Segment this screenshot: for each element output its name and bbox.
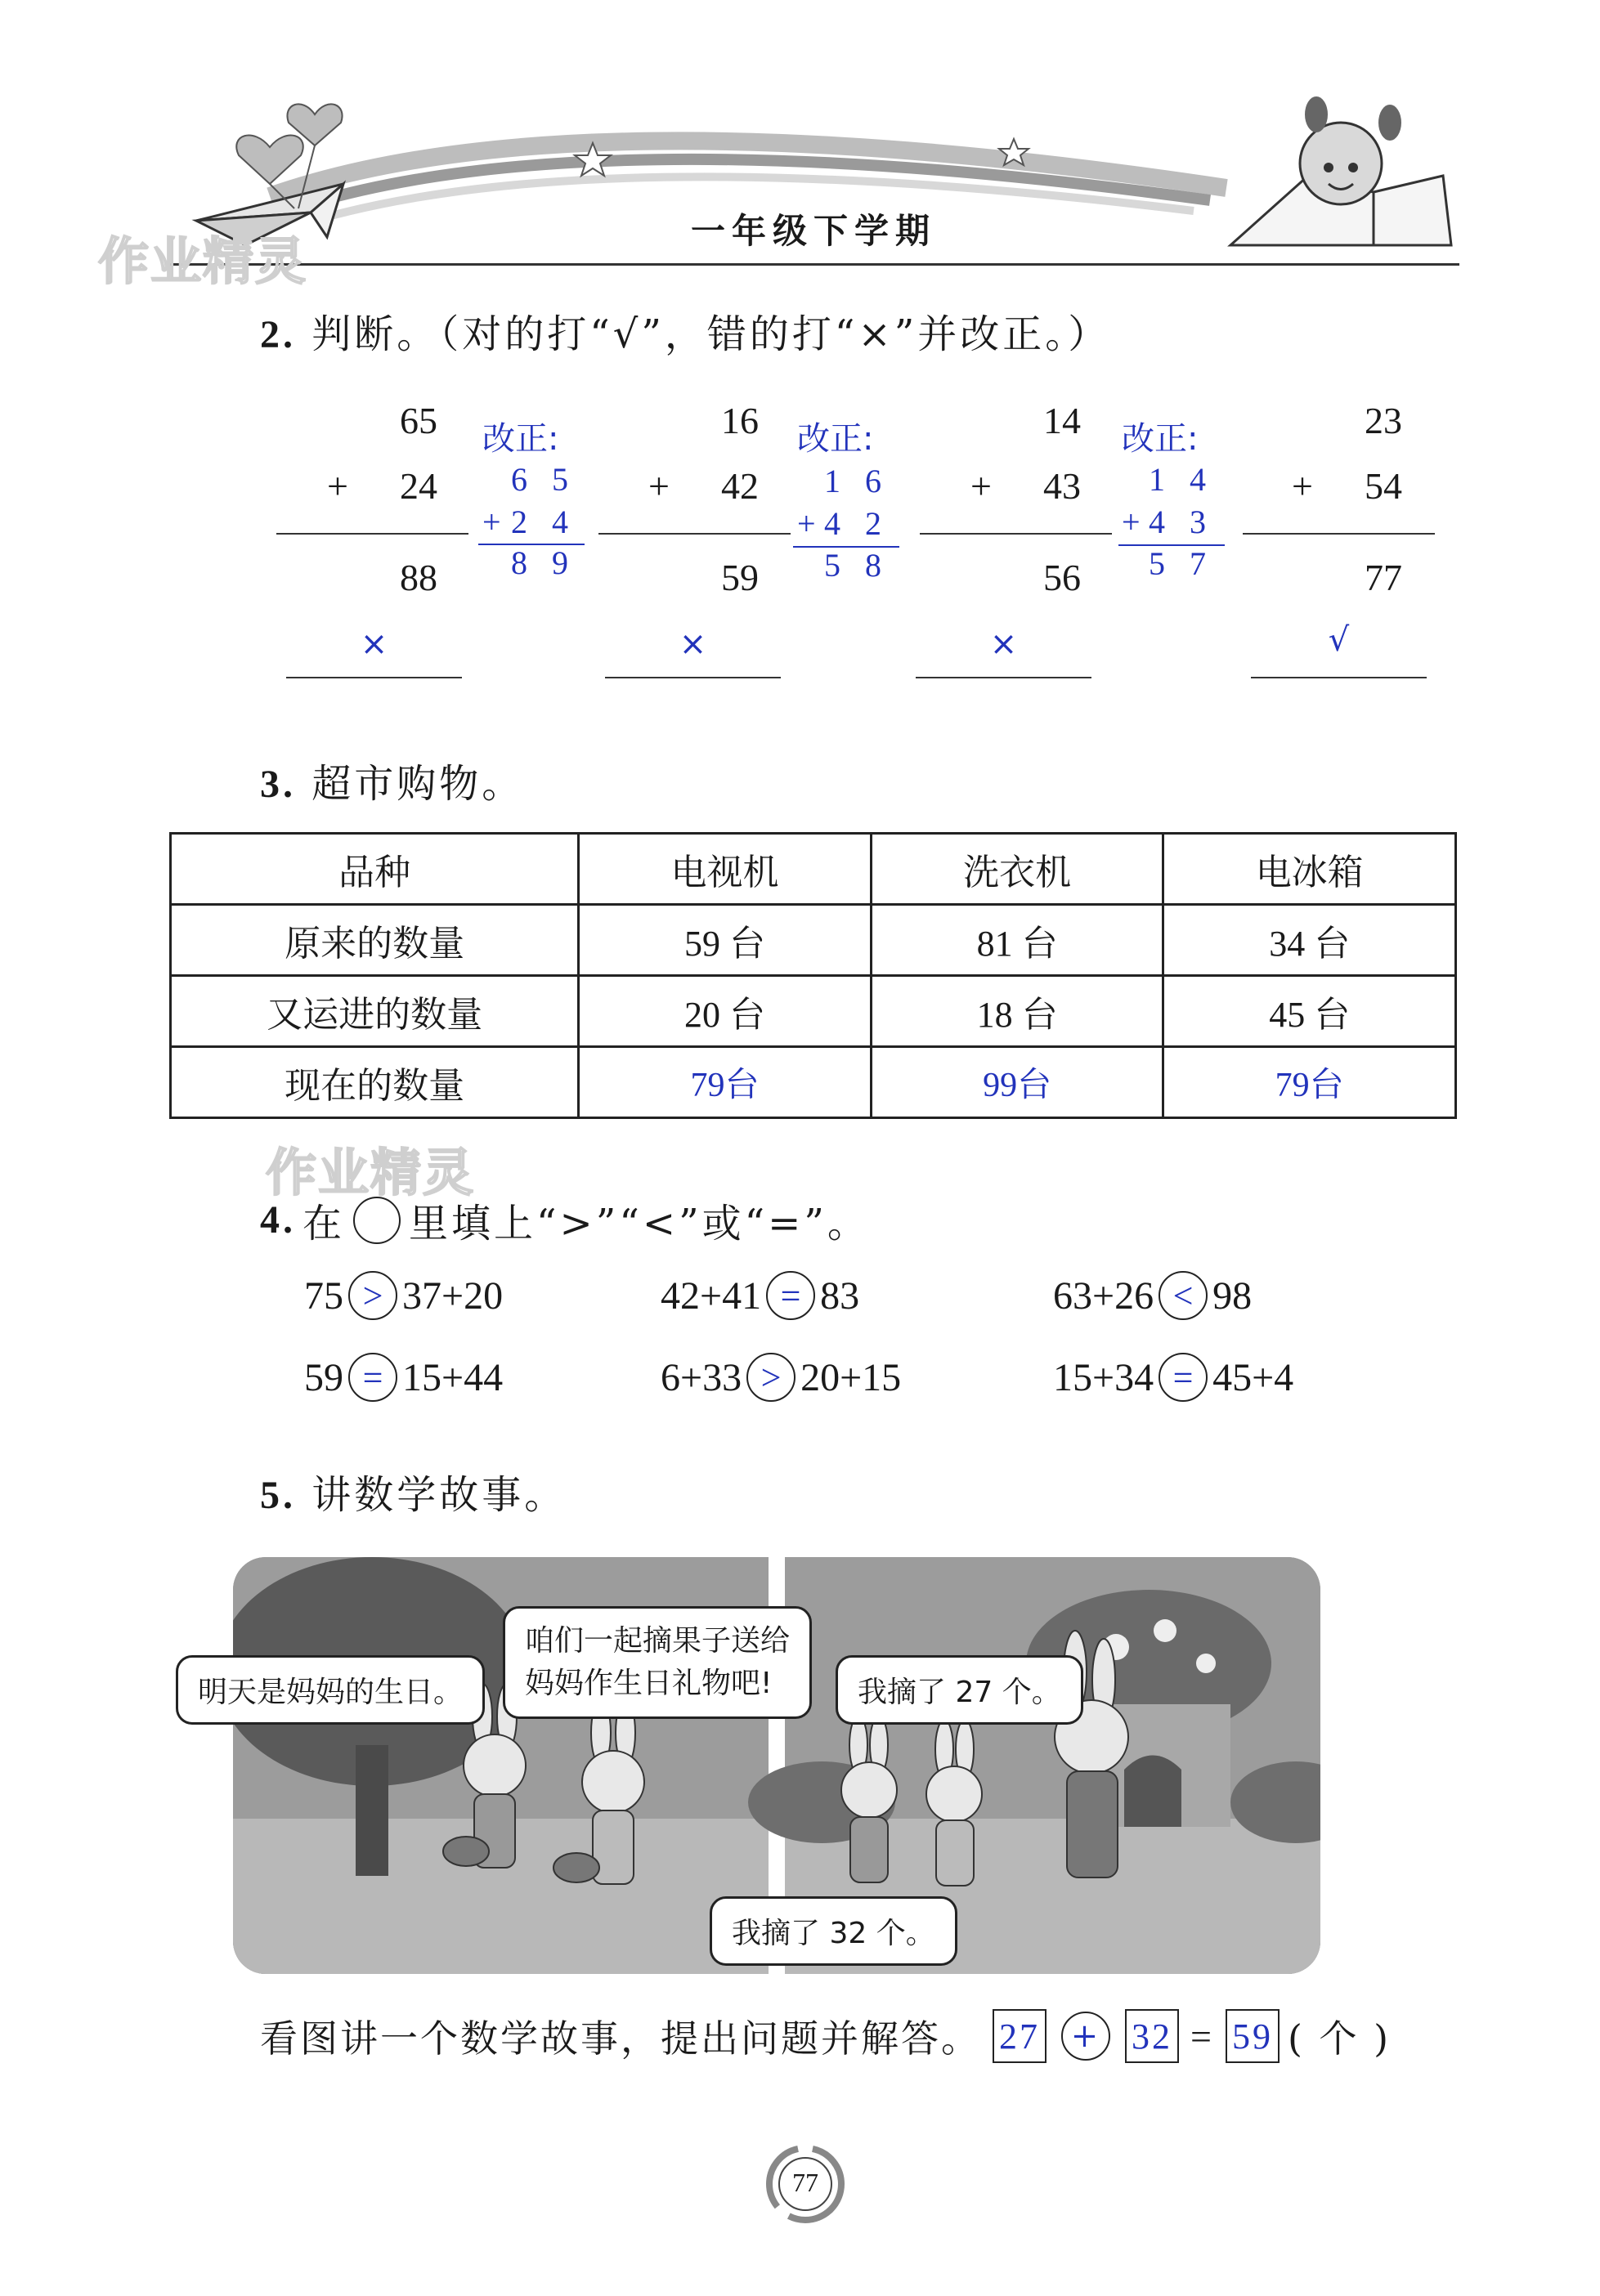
comparison-item [1053,1353,1293,1402]
answer-box: 59 [1226,2009,1280,2063]
table-cell: 45 台 [1163,976,1456,1047]
page-number: 77 [792,2168,818,2197]
correction-addend-a: 1 6 [824,463,890,499]
correction-addend-a: 1 4 [1149,461,1214,498]
table-header-cell: 电冰箱 [1163,834,1456,905]
equals-sign: = [1190,2015,1214,2057]
sum-result: 59 [721,557,759,598]
answer-box: 27 [993,2009,1046,2063]
watermark: 作业精灵 [98,231,308,291]
question-2-number: 2. [260,313,296,356]
correction-result: 5 7 [1149,545,1214,582]
sum-result: 88 [400,557,437,598]
addend-a: 14 [1043,400,1081,441]
comparison-circle: = [766,1271,815,1320]
speech-bubble: 明天是妈妈的生日。 [176,1655,485,1725]
watermark: 作业精灵 [266,1143,476,1202]
correction-plus: + [797,505,816,542]
girl-reading-book-icon [1230,96,1451,245]
correction-plus: + [482,504,501,540]
story-answer-line [260,2009,1391,2063]
left-expression: 75 [304,1273,343,1318]
empty-circle-icon [353,1197,401,1244]
unit-label: ( 个 ) [1287,2016,1392,2061]
operator-circle: + [1061,2012,1110,2061]
correction-result: 5 8 [824,547,890,584]
table-cell: 34 台 [1163,905,1456,976]
comparison-item [304,1271,503,1320]
correction-label: 改正: [482,420,559,458]
left-expression: 59 [304,1355,343,1399]
left-expression: 42+41 [661,1273,762,1318]
sum-result: 77 [1365,557,1402,598]
question-3-number: 3. [260,763,296,806]
addend-a: 65 [400,400,437,441]
comparison-circle: = [1159,1353,1208,1402]
sum-line [276,533,468,535]
question-5-number: 5. [260,1474,296,1517]
answer-line [605,677,781,678]
question-4-heading [260,1192,870,1248]
left-expression: 63+26 [1053,1273,1154,1318]
right-expression: 20+15 [800,1355,902,1399]
addend-b: 54 [1365,465,1402,507]
right-expression: 15+44 [402,1355,504,1399]
correction-plus: + [1122,504,1141,540]
comparison-circle: > [348,1271,397,1320]
table-cell: 81 台 [871,905,1163,976]
answer-line [286,677,462,678]
comparison-item [661,1353,901,1402]
sum-line [1243,533,1435,535]
right-expression: 83 [820,1273,860,1318]
addend-a: 16 [721,400,759,441]
table-header-cell: 电视机 [579,834,872,905]
addend-a: 23 [1365,400,1402,441]
right-expression: 98 [1212,1273,1253,1318]
answer-line [1251,677,1427,678]
page-header-title: 一年级下学期 [691,211,937,251]
table-cell: 18 台 [871,976,1163,1047]
judgment-mark: × [679,625,707,663]
table-header-row [171,834,1456,905]
plus-sign: + [1292,465,1313,507]
comparison-circle: = [348,1353,397,1402]
answer-cell: 79台 [579,1047,872,1118]
question-5-title: 讲数学故事。 [311,1472,567,1518]
comparison-item [1053,1271,1252,1320]
correction-label: 改正: [1122,420,1199,458]
comparison-item [304,1353,503,1402]
header-divider [168,263,1459,266]
speech-bubble: 我摘了 27 个。 [836,1655,1083,1725]
plus-sign: + [648,465,670,507]
question-4-title-end: 里填上“>”“<”或“=”。 [409,1201,870,1246]
judgment-mark: √ [1328,621,1350,659]
correction-addend-a: 6 5 [511,461,576,498]
correction-result: 8 9 [511,544,576,581]
speech-bubble-line: 妈妈作生日礼物吧! [525,1667,773,1700]
table-cell: 59 台 [579,905,872,976]
question-3-heading [260,752,524,808]
answer-line [916,677,1091,678]
answer-box: 32 [1125,2009,1179,2063]
addend-b: 24 [400,465,437,507]
speech-bubble-line: 咱们一起摘果子送给 [525,1624,791,1658]
page-number-badge [764,2143,846,2225]
correction-addend-b: 4 3 [1149,504,1214,540]
question-5-heading [260,1463,567,1519]
row-label: 又运进的数量 [171,976,579,1047]
judgment-mark: × [360,625,388,663]
sum-line [598,533,791,535]
question-2-title: 判断。（对的打“√”，错的打“×”并改正。） [311,311,1111,357]
table-row [171,1047,1456,1118]
speech-bubble: 我摘了 32 个。 [710,1896,957,1966]
right-expression: 37+20 [402,1273,504,1318]
comparison-circle: < [1159,1271,1208,1320]
table-row [171,905,1456,976]
correction-label: 改正: [797,420,874,458]
speech-bubble [503,1606,812,1719]
question-4-number: 4. [260,1198,296,1242]
comparison-circle: > [746,1353,796,1402]
correction-addend-b: 2 4 [511,504,576,540]
comparison-item [661,1271,859,1320]
left-expression: 15+34 [1053,1355,1154,1399]
table-header-cell: 品种 [171,834,579,905]
plus-sign: + [327,465,348,507]
question-2-heading [260,302,1110,359]
table-cell: 20 台 [579,976,872,1047]
row-label: 现在的数量 [171,1047,579,1118]
left-expression: 6+33 [661,1355,742,1399]
addend-b: 43 [1043,465,1081,507]
shopping-table [169,832,1457,1119]
answer-cell: 99台 [871,1047,1163,1118]
sum-result: 56 [1043,557,1081,598]
correction-addend-b: 4 2 [824,505,890,542]
plus-sign: + [970,465,992,507]
question-3-title: 超市购物。 [311,761,525,807]
answer-cell: 79台 [1163,1047,1456,1118]
sum-line [920,533,1112,535]
story-prompt: 看图讲一个数学故事，提出问题并解答。 [260,2016,981,2061]
question-4-title-start: 在 [303,1201,346,1246]
addend-b: 42 [721,465,759,507]
row-label: 原来的数量 [171,905,579,976]
table-row [171,976,1456,1047]
judgment-mark: × [989,625,1018,663]
table-header-cell: 洗衣机 [871,834,1163,905]
right-expression: 45+4 [1212,1355,1294,1399]
